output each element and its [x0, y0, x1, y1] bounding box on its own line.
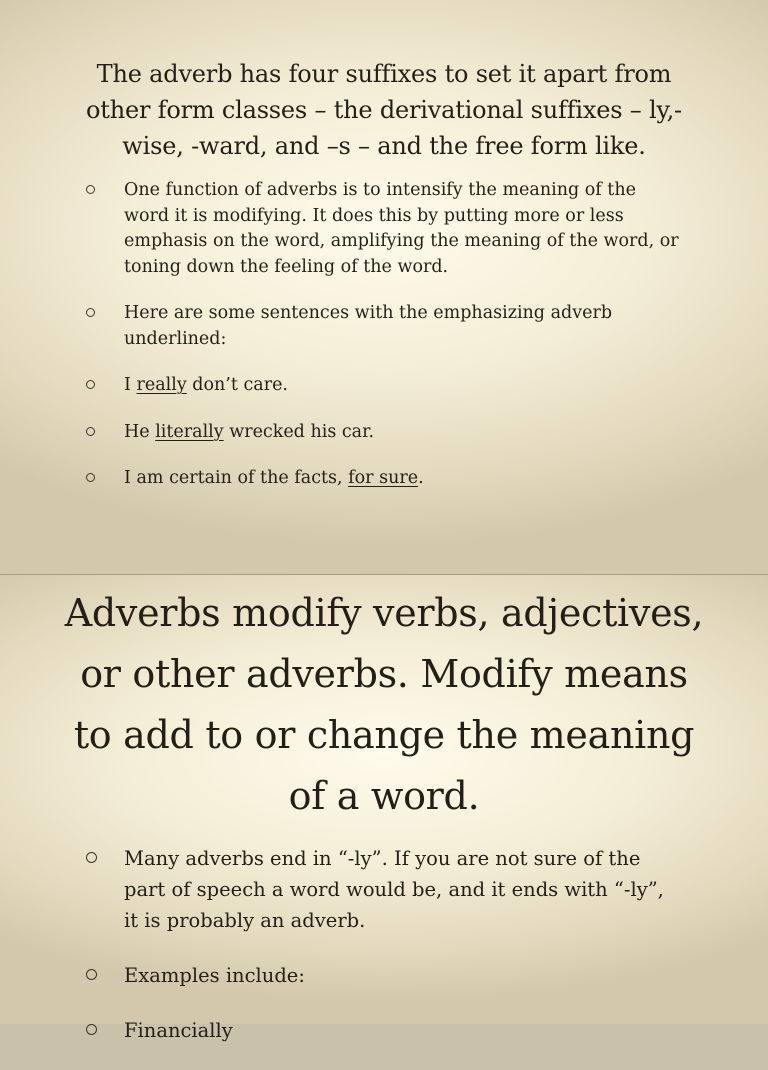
underlined-adverb: really [136, 375, 187, 395]
circle-bullet-icon [86, 969, 97, 980]
list-item [84, 466, 684, 492]
slide-adverbs-modify [0, 575, 768, 1042]
list-item [84, 420, 684, 446]
bullet-text-before: I am certain of the facts, [124, 468, 349, 488]
list-item [84, 373, 684, 399]
underlined-adverb: literally [155, 421, 224, 442]
bullet-text-before: He [124, 421, 156, 442]
circle-bullet-icon [86, 427, 95, 436]
list-item [84, 843, 684, 936]
circle-bullet-icon [86, 185, 95, 194]
bullet-text: Financially [124, 1019, 233, 1042]
list-item [84, 1015, 684, 1046]
bullet-list [84, 178, 684, 513]
underlined-adverb: for sure [348, 468, 419, 488]
circle-bullet-icon [86, 1024, 97, 1035]
bullet-text: Examples include: [124, 964, 305, 987]
slide-title: Adverbs modify verbs, adjectives, or other adverbs. Modify means to add to or change the meaning of a word. [64, 591, 704, 818]
circle-bullet-icon [86, 308, 95, 317]
bullet-list [84, 843, 684, 1070]
bullet-text: Here are some sentences with the emphasizing adverb underlined: [124, 303, 613, 349]
bullet-text-after: don’t care. [186, 375, 288, 395]
circle-bullet-icon [86, 852, 97, 863]
circle-bullet-icon [86, 380, 95, 389]
slide-title: The adverb has four suffixes to set it apart from other form classes – the derivational suffixes – ly,-wise, -ward, and –s – and the free form like. [86, 60, 682, 160]
list-item [84, 301, 684, 352]
bullet-text-before: I [124, 375, 137, 395]
list-item [84, 178, 684, 280]
bullet-text: One function of adverbs is to intensify the meaning of the word it is modifying. It does this by putting more or less emphasis on the word, amplifying the meaning of the word, or toning down the feeling of the word. [124, 180, 679, 277]
bullet-text-after: wrecked his car. [223, 421, 375, 442]
list-item [84, 960, 684, 991]
bullet-text-after: . [418, 468, 424, 488]
bullet-text: Many adverbs end in “-ly”. If you are not sure of the part of speech a word would be, and it ends with “-ly”, it is probably an adverb. [124, 847, 664, 932]
circle-bullet-icon [86, 473, 95, 482]
